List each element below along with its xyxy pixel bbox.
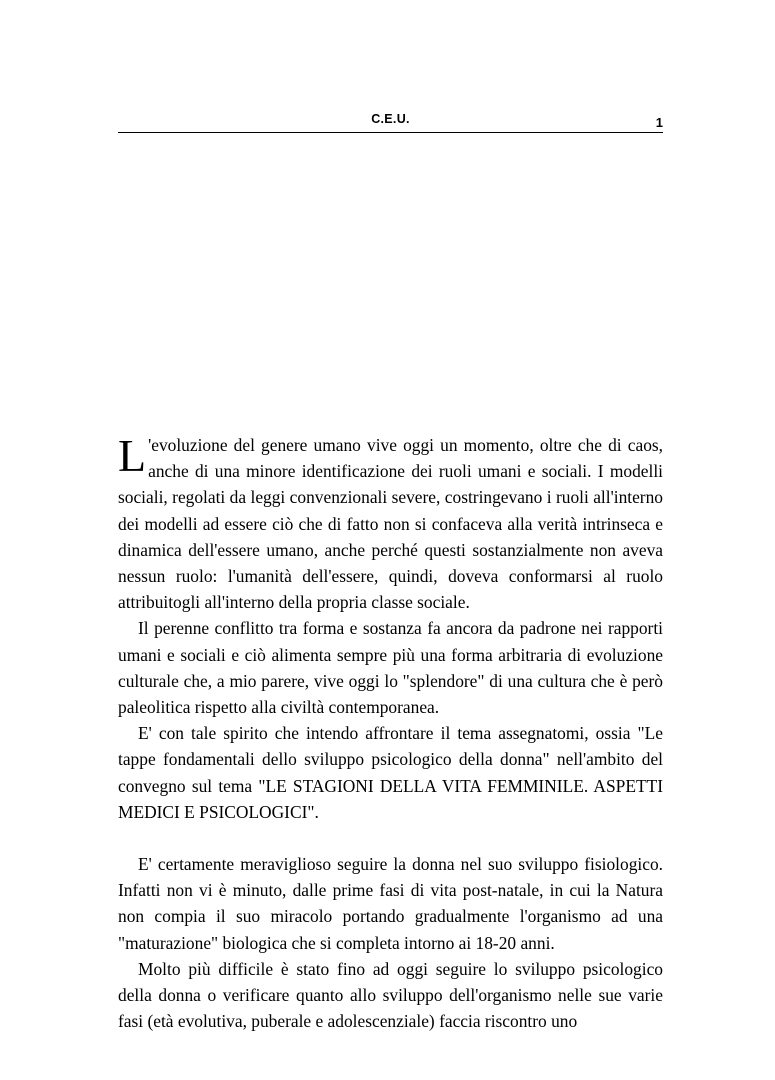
page-number: 1 [655,115,663,130]
paragraph-text: Il perenne conflitto tra forma e sostanza fa ancora da padrone nei rapporti umani e sociali e ciò alimenta sempre più una forma arbitraria di evoluzione culturale che, a mio parere, vive oggi lo "splendore" di una cultura che è però paleolitica rispetto alla civiltà contemporanea. [118,618,663,718]
paragraph-text: E' certamente meraviglioso seguire la donna nel suo sviluppo fisiologico. Infatti non vi è minuto, dalle prime fasi di vita post-natale, in cui la Natura non compia il suo miracolo portando gradualmente l'organismo ad una "maturazione" biologica che si completa intorno ai 18-20 anni. [118,854,663,953]
running-head [118,112,663,136]
paragraph-opening [118,432,663,615]
paragraph-spacer [118,825,663,851]
running-head-title: C.E.U. [371,112,410,126]
paragraph [118,956,663,1035]
paragraph-text: E' con tale spirito che intendo affrontare il tema assegnatomi, ossia "Le tappe fondamentali dello sviluppo psicologico della donna" nell'ambito del convegno sul tema "LE STAGIONI DELLA VITA FEMMINILE. ASPETTI MEDICI E PSICOLOGICI". [118,723,663,822]
paragraph [118,851,663,956]
paragraph-text: 'evoluzione del genere umano vive oggi un momento, oltre che di caos, anche di una minore identificazione dei ruoli umani e sociali. I modelli sociali, regolati da leggi convenzionali severe, costringevano i ruoli all'interno dei modelli ad essere ciò che di fatto non si confaceva alla verità intrinseca e dinamica dell'essere umano, anche perché questi sostanzialmente non aveva nessun ruolo: l'umanità dell'essere, quindi, doveva conformarsi al ruolo attribuitogli all'interno della propria classe sociale. [118,435,663,613]
paragraph [118,720,663,825]
running-head-row [118,112,663,130]
body-text [118,432,663,1034]
paragraph-text: Molto più difficile è stato fino ad oggi seguire lo sviluppo psicologico della donna o verificare quanto allo sviluppo dell'organismo nelle sue varie fasi (età evolutiva, puberale e adolescenziale) faccia riscontro uno [118,958,663,1032]
paragraph [118,615,663,720]
header-divider [118,132,663,133]
drop-cap: L [118,430,147,481]
